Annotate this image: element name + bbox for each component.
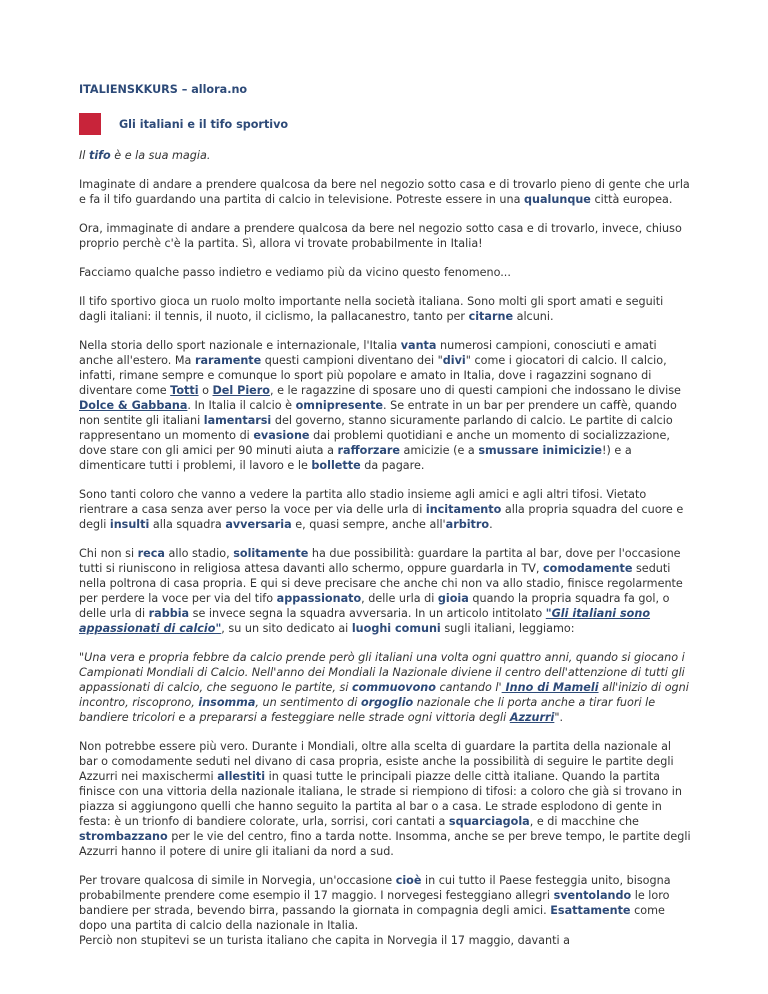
paragraph-6: Nella storia dello sport nazionale e internazionale, l'Italia vanta numerosi campioni, conosciuti e amati anche all'estero. Ma raramente questi campioni diventano dei "divi" come i giocatori di calcio. Il calcio, infatti, rimane sempre e comunque lo sport più popolare e amato in Italia, dove i ragazzini sognano di diventare come Totti o Del Piero, e le ragazzine di sposare uno di questi campioni che indossano le divise Dolce & Gabbana. In Italia il calcio è omnipresente. Se entrate in un bar per prendere un caffè, quando non sentite gli italiani lamentarsi del governo, stanno sicuramente parlando di calcio. Le partite di calcio rappresentano un momento di evasione dai problemi quotidiani e anche un momento di socializzazione, dove stare con gli amici per 90 minuti aiuta a rafforzare amicizie (e a smussare inimicizie!) e a dimenticare tutti i problemi, il lavoro e le bollette da pagare. [79,339,681,472]
paragraph-12: Perciò non stupitevi se un turista italiano che capita in Norvegia il 17 maggio, davanti a [79,934,571,947]
paragraph-4: Facciamo qualche passo indietro e vediamo più da vicino questo fenomeno... [79,266,511,279]
site-title: ITALIENSKKURS – allora.no [79,83,248,96]
term: incitamento [425,503,502,516]
term: vanta [400,339,437,352]
term: orgoglio [360,696,414,709]
link-totti[interactable]: Totti [170,384,199,397]
paragraph-8: Chi non si reca allo stadio, solitamente ha due possibilità: guardare la partita al bar, dove per l'occasione tutti si riuniscono in religiosa attesa davanti allo schermo, oppure guardarla in TV, comodamente seduti nella poltrona di casa propria. E qui si deve precisare che anche chi non va allo stadio, finisce regolarmente per perdere la voce per via del tifo appassionato, delle urla di gioia quando la propria squadra fa gol, o delle urla di rabbia se invece segna la squadra avversaria. In un articolo intitolato "Gli italiani sono appassionati di calcio", su un sito dedicato ai luoghi comuni sugli italiani, leggiamo: [79,547,683,635]
paragraph-7: Sono tanti coloro che vanno a vedere la partita allo stadio insieme agli amici e agli altri tifosi. Vietato rientrare a casa senza aver perso la voce per via delle urla di incitamento alla propria squadra del cuore e degli insulti alla squadra avversaria e, quasi sempre, anche all'arbitro. [79,488,684,531]
article-header [79,113,691,135]
term: smussare inimicizie [478,444,602,457]
term: solitamente [233,547,309,560]
term: omnipresente [295,399,384,412]
term: raramente [194,354,262,367]
paragraph-11: Per trovare qualcosa di simile in Norvegia, un'occasione cioè in cui tutto il Paese festeggia unito, bisogna probabilmente prendere come esempio il 17 maggio. I norvegesi festeggiano allegri sventolando le loro bandiere per strada, bevendo birra, passando la giornata in compagnia degli amici. Esattamente come dopo una partita di calcio della nazionale in Italia. [79,874,671,932]
term: squarciagola [448,815,530,828]
term: Esattamente [550,904,631,917]
term: commuovono [352,681,436,694]
link-inno-di-mameli[interactable]: Inno di Mameli [501,681,599,694]
red-square-icon [79,113,101,135]
term: lamentarsi [203,414,272,427]
paragraph-3: Ora, immaginate di andare a prendere qualcosa da bere nel negozio sotto casa e di trovarlo, invece, chiuso proprio perchè c'è la partita. Sì, allora vi trovate probabilmente in Italia! [79,222,682,250]
term: insulti [109,518,150,531]
term: gioia [437,592,469,605]
link-article[interactable]: "Gli italiani sono appassionati di calcio" [79,607,651,635]
term: sventolando [553,889,632,902]
term: comodamente [543,562,633,575]
paragraph-9-quote: "Una vera e propria febbre da calcio prende però gli italiani una volta ogni quattro anni, quando si giocano i Campionati Mondiali di Calcio. Nell'anno dei Mondiali la Nazionale diviene il centro dell'attenzione di tutti gli appassionati di calcio, che seguono le partite, si commuovono cantando l' Inno di Mameli all'inizio di ogni incontro, riscoprono, insomma, un sentimento di orgoglio nazionale che li porta anche a tirar fuori le bandiere tricolori e a prepararsi a festeggiare nelle strade ogni vittoria degli Azzurri". [79,651,689,724]
term: avversaria [225,518,292,531]
term: citarne [468,310,514,323]
term: divi [442,354,466,367]
link-dolce-gabbana[interactable]: Dolce & Gabbana [79,399,188,412]
term: luoghi comuni [351,622,441,635]
paragraph-10: Non potrebbe essere più vero. Durante i Mondiali, oltre alla scelta di guardare la partita della nazionale al bar o comodamente seduti nel divano di casa propria, esiste anche la possibilità di seguire le partite degli Azzurri nei maxischermi allestiti in quasi tutte le principali piazze delle città italiane. Quando la partita finisce con una vittoria della nazionale italiana, le strade si riempiono di tifosi: a coloro che già si trovano in piazza si aggiungono quelli che hanno seguito la partita al bar o a casa. Le strade esplodono di gente in festa: è un trionfo di bandiere colorate, urla, sorrisi, cori cantati a squarciagola, e di macchine che strombazzano per le vie del centro, fino a tarda notte. Insomma, anche se per breve tempo, le partite degli Azzurri hanno il potere di unire gli italiani da nord a sud. [79,740,691,858]
term: qualunque [524,193,591,206]
paragraph-1: Il tifo è e la sua magia. [79,149,211,162]
term: allestiti [217,770,266,783]
document-page [79,82,691,948]
term: strombazzano [79,830,168,843]
paragraph-5: Il tifo sportivo gioca un ruolo molto importante nella società italiana. Sono molti gli sport amati e seguiti dagli italiani: il tennis, il nuoto, il ciclismo, la pallacanestro, tanto per citarne alcuni. [79,295,664,323]
link-azzurri[interactable]: Azzurri [509,711,555,724]
term: arbitro [445,518,490,531]
term-tifo: tifo [88,149,111,162]
term: cioè [395,874,422,887]
link-del-piero[interactable]: Del Piero [212,384,270,397]
article-title: Gli italiani e il tifo sportivo [119,117,289,131]
term: reca [137,547,165,560]
term: evasione [253,429,310,442]
term: rabbia [148,607,190,620]
term: appassionato [276,592,362,605]
paragraph-2: Imaginate di andare a prendere qualcosa da bere nel negozio sotto casa e di trovarlo pieno di gente che urla e fa il tifo guardando una partita di calcio in televisione. Potreste essere in una qualunque città europea. [79,178,690,206]
term: rafforzare [337,444,400,457]
term: insomma [198,696,256,709]
term: bollette [311,459,361,472]
